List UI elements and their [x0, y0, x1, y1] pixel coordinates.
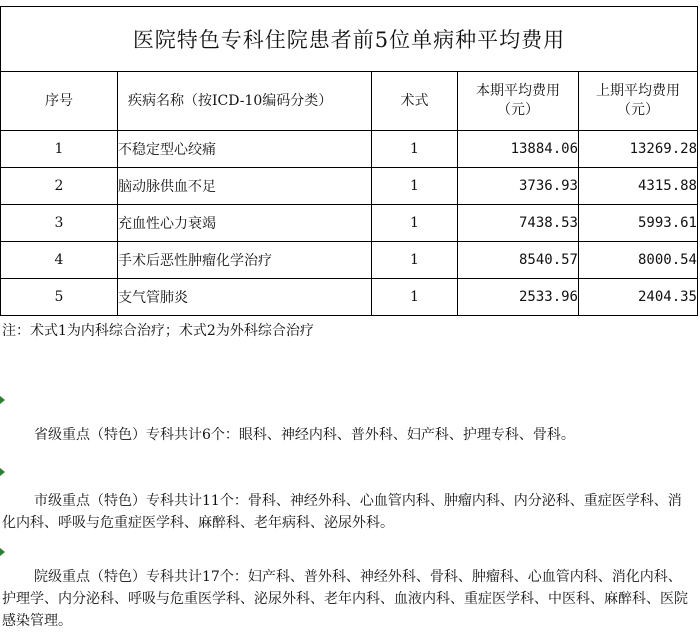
- row-disease-name: 充血性心力衰竭: [118, 205, 372, 242]
- row-previous-cost: 4315.88: [579, 168, 698, 205]
- cell-comment-marker-icon: [0, 396, 5, 404]
- row-operation: 1: [372, 205, 458, 242]
- header-current-cost: [458, 72, 579, 131]
- row-index: 1: [1, 131, 118, 168]
- hospital-specialties-paragraph: [2, 566, 694, 632]
- municipal-specialties-text: 市级重点（特色）专科共计11个：骨科、神经外科、心血管内科、肿瘤内科、内分泌科、重症医学科、消化内科、呼吸与危重症医学科、麻醉科、老年病科、泌尿外科。: [2, 493, 682, 531]
- table-row: [1, 168, 698, 205]
- row-disease-name: 脑动脉供血不足: [118, 168, 372, 205]
- hospital-specialties-text: 院级重点（特色）专科共计17个：妇产科、普外科、神经外科、骨科、肿瘤科、心血管内科、消化内科、护理学、内分泌科、呼吸与危重医学科、泌尿外科、老年内科、血液内科、重症医学科、中医科、麻醉科、医院感染管理。: [2, 569, 688, 629]
- row-previous-cost: 2404.35: [579, 279, 698, 316]
- table-row: [1, 279, 698, 316]
- row-operation: 1: [372, 168, 458, 205]
- header-index: 序号: [1, 72, 118, 131]
- table-row: [1, 131, 698, 168]
- row-operation: 1: [372, 242, 458, 279]
- header-current-line1: 本期平均费用: [476, 83, 560, 99]
- row-current-cost: 3736.93: [458, 168, 579, 205]
- fee-table: [0, 6, 698, 316]
- row-operation: 1: [372, 279, 458, 316]
- row-index: 5: [1, 279, 118, 316]
- row-previous-cost: 8000.54: [579, 242, 698, 279]
- header-disease-name: 疾病名称（按ICD-10编码分类）: [118, 72, 372, 131]
- table-title: 医院特色专科住院患者前5位单病种平均费用: [1, 7, 698, 72]
- header-previous-line2: （元）: [617, 102, 659, 118]
- row-previous-cost: 13269.28: [579, 131, 698, 168]
- row-current-cost: 13884.06: [458, 131, 579, 168]
- header-previous-cost: [579, 72, 698, 131]
- row-current-cost: 8540.57: [458, 242, 579, 279]
- row-index: 4: [1, 242, 118, 279]
- row-index: 3: [1, 205, 118, 242]
- provincial-specialties-text: 省级重点（特色）专科共计6个：眼科、神经内科、普外科、妇产科、护理专科、骨科。: [34, 427, 575, 443]
- row-index: 2: [1, 168, 118, 205]
- row-disease-name: 手术后恶性肿瘤化学治疗: [118, 242, 372, 279]
- header-operation: 术式: [372, 72, 458, 131]
- municipal-specialties-paragraph: [2, 490, 694, 534]
- row-current-cost: 7438.53: [458, 205, 579, 242]
- table-header-row: [1, 72, 698, 131]
- provincial-specialties-paragraph: [2, 424, 694, 446]
- row-disease-name: 支气管肺炎: [118, 279, 372, 316]
- table-row: [1, 242, 698, 279]
- header-current-line2: （元）: [497, 102, 539, 118]
- header-previous-line1: 上期平均费用: [596, 83, 680, 99]
- table-row: [1, 205, 698, 242]
- table-note: 注：术式1为内科综合治疗；术式2为外科综合治疗: [2, 323, 314, 339]
- cell-comment-marker-icon: [0, 468, 5, 476]
- row-disease-name: 不稳定型心绞痛: [118, 131, 372, 168]
- row-current-cost: 2533.96: [458, 279, 579, 316]
- row-previous-cost: 5993.61: [579, 205, 698, 242]
- row-operation: 1: [372, 131, 458, 168]
- cell-comment-marker-icon: [0, 548, 5, 556]
